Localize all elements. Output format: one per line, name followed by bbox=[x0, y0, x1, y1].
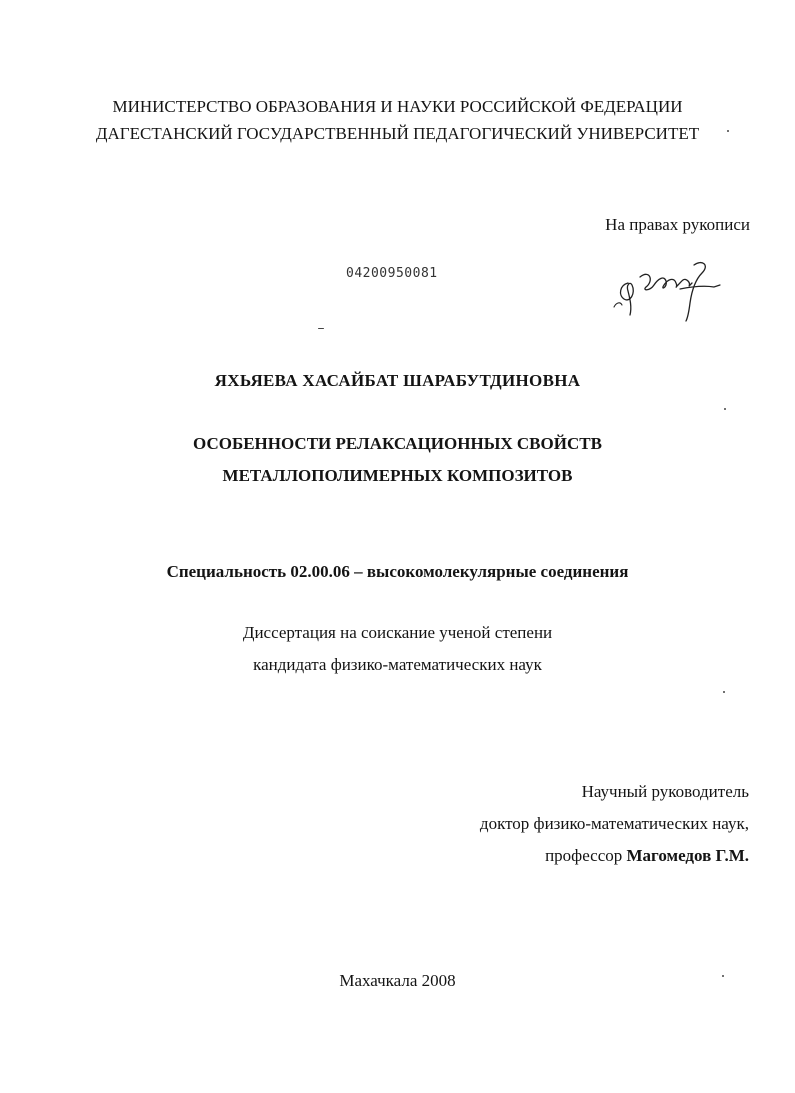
scan-speck bbox=[723, 691, 725, 693]
scan-speck bbox=[727, 130, 729, 132]
thesis-title-line1: ОСОБЕННОСТИ РЕЛАКСАЦИОННЫХ СВОЙСТВ bbox=[193, 434, 602, 453]
rights-note: На правах рукописи bbox=[605, 215, 750, 234]
degree-line1: Диссертация на соискание ученой степени bbox=[242, 623, 553, 642]
supervisor-name: Магомедов Г.М. bbox=[626, 846, 749, 865]
supervisor-heading: Научный руководитель bbox=[581, 782, 749, 801]
ministry-heading: МИНИСТЕРСТВО ОБРАЗОВАНИЯ И НАУКИ РОССИЙСКОЙ ФЕДЕРАЦИИ bbox=[112, 97, 683, 116]
signature-image bbox=[610, 255, 730, 327]
scan-speck bbox=[724, 408, 726, 410]
author-name: ЯХЬЯЕВА ХАСАЙБАТ ШАРАБУТДИНОВНА bbox=[214, 371, 581, 390]
specialty: Специальность 02.00.06 – высокомолекулярные соединения bbox=[166, 562, 629, 581]
thesis-title-line2: МЕТАЛЛОПОЛИМЕРНЫХ КОМПОЗИТОВ bbox=[222, 466, 573, 485]
stamp-number: 04200950081 bbox=[346, 266, 438, 281]
supervisor-title: профессор bbox=[545, 846, 623, 865]
degree-line2: кандидата физико-математических наук bbox=[253, 655, 542, 674]
supervisor-degree: доктор физико-математических наук, bbox=[479, 814, 749, 833]
university-heading: ДАГЕСТАНСКИЙ ГОСУДАРСТВЕННЫЙ ПЕДАГОГИЧЕСКИЙ УНИВЕРСИТЕТ bbox=[95, 124, 700, 143]
scan-mark bbox=[318, 328, 324, 329]
place-year: Махачкала 2008 bbox=[339, 971, 456, 990]
supervisor-line bbox=[545, 846, 749, 866]
